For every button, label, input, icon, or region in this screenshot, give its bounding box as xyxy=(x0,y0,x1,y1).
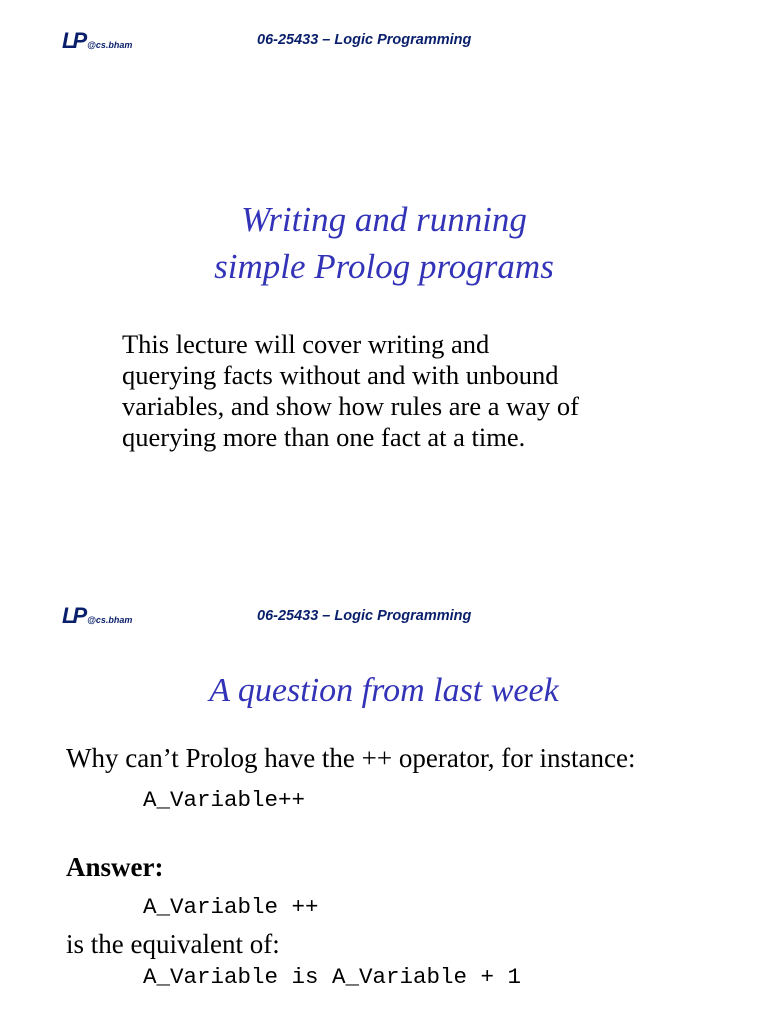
answer-code: A_Variable ++ xyxy=(143,894,319,920)
course-title: 06-25433 – Logic Programming xyxy=(257,32,472,48)
slide-title xyxy=(0,196,768,290)
summary-line: querying facts without and with unbound xyxy=(122,360,559,390)
lp-logo xyxy=(62,605,132,627)
summary-line: This lecture will cover writing and xyxy=(122,329,490,359)
code-example: A_Variable++ xyxy=(143,787,306,813)
course-title: 06-25433 – Logic Programming xyxy=(257,608,472,624)
lecture-summary xyxy=(122,329,682,453)
logo-subtext: @cs.bham xyxy=(87,615,133,625)
slide-2 xyxy=(0,575,768,1024)
answer-heading: Answer: xyxy=(66,852,164,882)
logo-subtext: @cs.bham xyxy=(87,40,133,50)
summary-line: variables, and show how rules are a way of xyxy=(122,391,579,421)
title-line-2: simple Prolog programs xyxy=(214,247,554,286)
summary-line: querying more than one fact at a time. xyxy=(122,422,526,452)
title-line-1: Writing and running xyxy=(241,200,527,239)
logo-mark: LP xyxy=(62,603,85,628)
equivalent-code: A_Variable is A_Variable + 1 xyxy=(143,964,522,990)
logo-mark: LP xyxy=(62,28,85,53)
slide-title: A question from last week xyxy=(209,672,559,709)
equivalent-text: is the equivalent of: xyxy=(66,929,280,959)
lp-logo xyxy=(62,30,132,52)
question-text: Why can’t Prolog have the ++ operator, for instance: xyxy=(66,743,636,773)
